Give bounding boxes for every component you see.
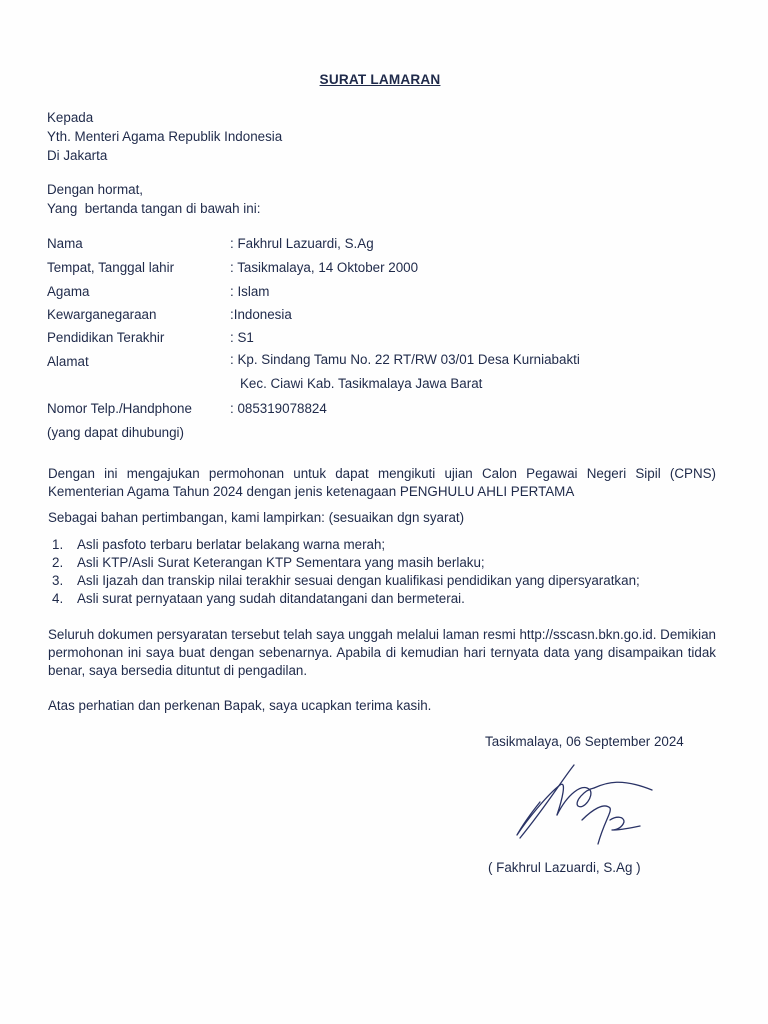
- field-label-telp: Nomor Telp./Handphone: [47, 401, 192, 416]
- attachments-intro: Sebagai bahan pertimbangan, kami lampirkan: (sesuaikan dgn syarat): [48, 510, 465, 525]
- recipient-line-3: Di Jakarta: [47, 148, 108, 163]
- intro-text: Yang bertanda tangan di bawah ini:: [47, 201, 261, 216]
- field-telp-note: (yang dapat dihubungi): [47, 425, 184, 440]
- field-value-telp: : 085319078824: [230, 401, 327, 416]
- list-item: Asli surat pernyataan yang sudah ditandatangani dan bermeterai.: [77, 591, 465, 606]
- recipient-line-2: Yth. Menteri Agama Republik Indonesia: [47, 129, 283, 144]
- field-label-nama: Nama: [47, 236, 83, 251]
- list-item-number: 2.: [52, 555, 64, 570]
- list-item: Asli pasfoto terbaru berlatar belakang warna merah;: [77, 537, 386, 552]
- closing-paragraph: Seluruh dokumen persyaratan tersebut telah saya unggah melalui laman resmi http://sscasn.bkn.go.id. Demikian permohonan ini saya buat dengan sebenarnya. Apabila di kemudian hari ternyata data yang disampaikan tidak benar, saya bersedia dituntut di pengadilan.: [48, 627, 716, 678]
- field-value-agama: : Islam: [230, 284, 270, 299]
- field-value-alamat-2: Kec. Ciawi Kab. Tasikmalaya Jawa Barat: [240, 376, 483, 391]
- field-label-alamat: Alamat: [47, 354, 89, 369]
- field-value-kewarganegaraan: :Indonesia: [230, 307, 292, 322]
- thanks-text: Atas perhatian dan perkenan Bapak, saya ucapkan terima kasih.: [48, 698, 432, 713]
- field-value-alamat-1: : Kp. Sindang Tamu No. 22 RT/RW 03/01 Desa Kurniabakti: [230, 352, 580, 367]
- greeting: Dengan hormat,: [47, 182, 144, 197]
- list-item-number: 4.: [52, 591, 64, 606]
- letter-title: SURAT LAMARAN: [319, 72, 441, 87]
- list-item: Asli KTP/Asli Surat Keterangan KTP Sementara yang masih berlaku;: [77, 555, 485, 570]
- list-item: Asli Ijazah dan transkip nilai terakhir sesuai dengan kualifikasi pendidikan yang dipersyaratkan;: [77, 573, 640, 588]
- field-value-nama: : Fakhrul Lazuardi, S.Ag: [230, 236, 374, 251]
- field-label-pendidikan: Pendidikan Terakhir: [47, 330, 165, 345]
- signature-image: [512, 760, 662, 845]
- place-date: Tasikmalaya, 06 September 2024: [485, 734, 684, 749]
- field-value-pendidikan: : S1: [230, 330, 254, 345]
- field-value-ttl: : Tasikmalaya, 14 Oktober 2000: [230, 260, 419, 275]
- list-item-number: 1.: [52, 537, 64, 552]
- body-paragraph: Dengan ini mengajukan permohonan untuk dapat mengikuti ujian Calon Pegawai Negeri Sipil (CPNS) Kementerian Agama Tahun 2024 dengan jenis ketenagaan PENGHULU AHLI PERTAMA: [48, 466, 716, 499]
- signer-name: ( Fakhrul Lazuardi, S.Ag ): [488, 860, 641, 875]
- field-label-kewarganegaraan: Kewarganegaraan: [47, 307, 157, 322]
- field-label-ttl: Tempat, Tanggal lahir: [47, 260, 175, 275]
- field-label-agama: Agama: [47, 284, 90, 299]
- recipient-line-1: Kepada: [47, 110, 94, 125]
- list-item-number: 3.: [52, 573, 64, 588]
